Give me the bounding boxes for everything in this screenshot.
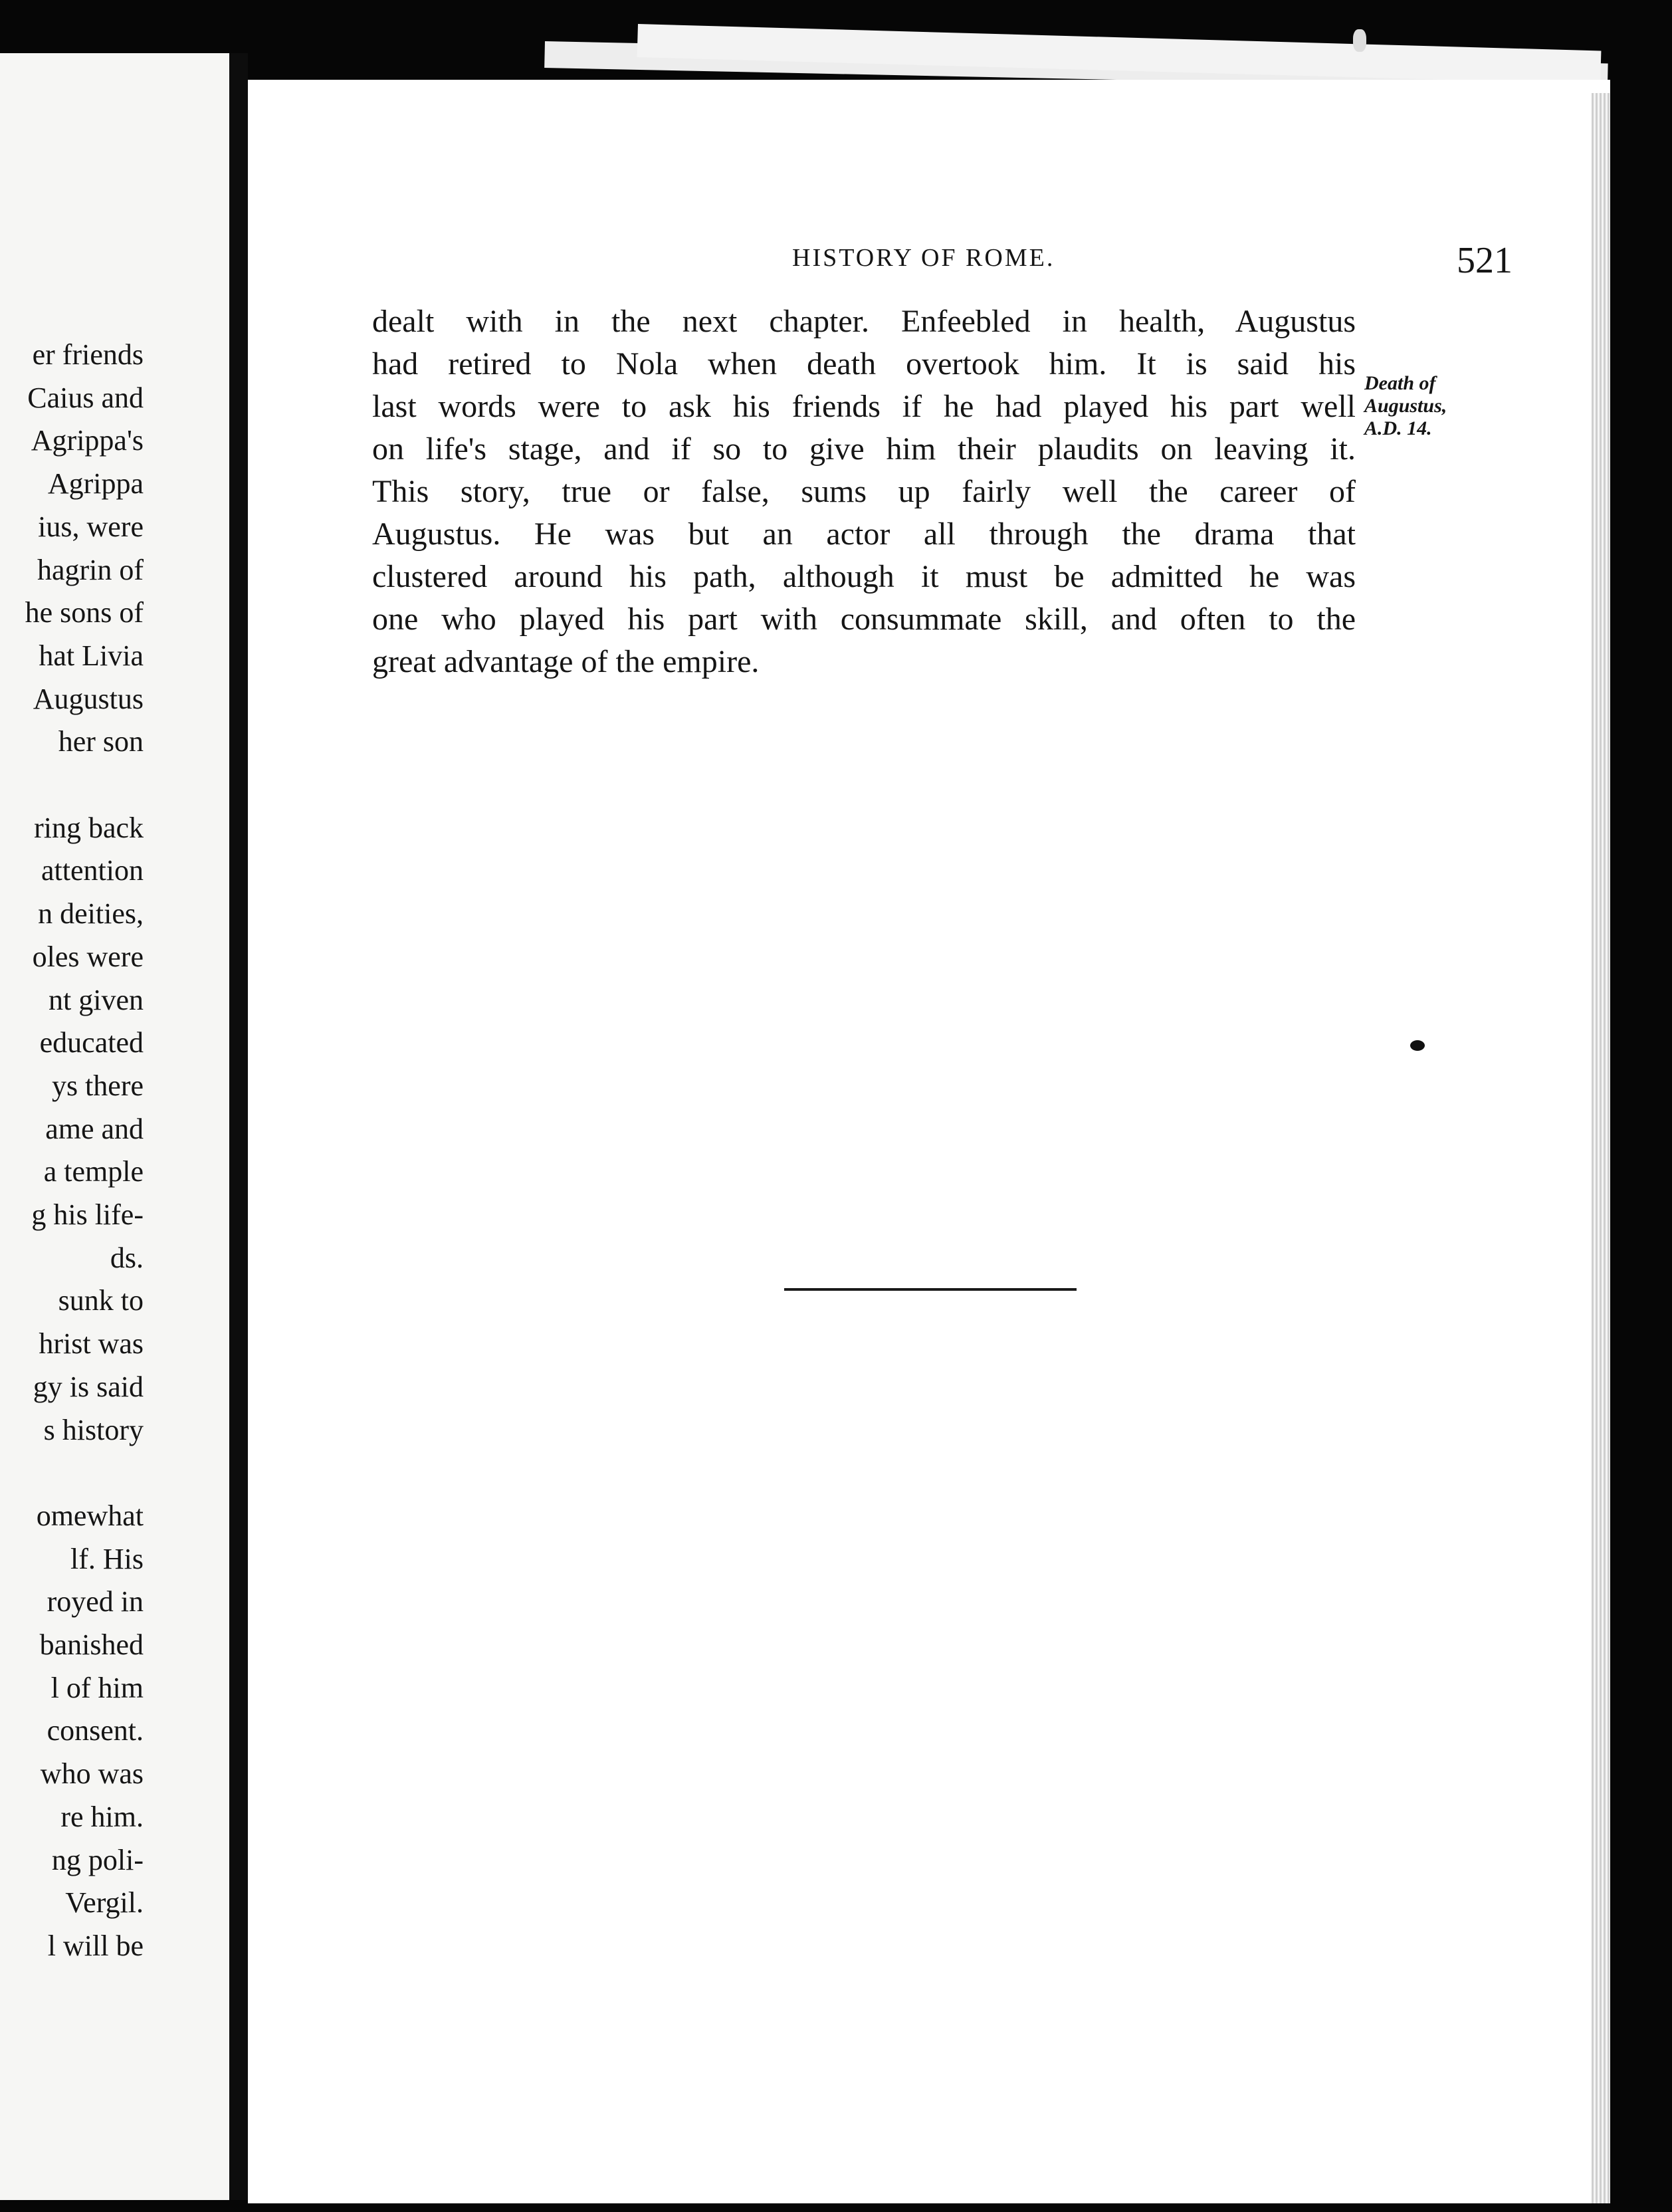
left-page-line: ius, were bbox=[38, 510, 144, 543]
left-page-line: re him. bbox=[60, 1801, 144, 1833]
body-line: great advantage of the empire. bbox=[372, 644, 760, 679]
sidenote-line: A.D. 14. bbox=[1364, 417, 1432, 439]
left-page-line: n deities, bbox=[38, 897, 144, 930]
book-gutter bbox=[229, 53, 248, 2200]
left-page-line: Agrippa's bbox=[31, 424, 144, 457]
left-page-line: Vergil. bbox=[65, 1886, 144, 1919]
scan-speck bbox=[1353, 29, 1366, 52]
left-page-line: banished bbox=[39, 1628, 144, 1661]
left-page-line: who was bbox=[40, 1757, 144, 1790]
left-page-line: educated bbox=[39, 1026, 144, 1059]
left-page-line: ys there bbox=[51, 1069, 144, 1102]
left-page-line: Augustus bbox=[33, 683, 144, 715]
left-page-line: ring back bbox=[34, 812, 144, 844]
body-line: one who played his part with consummate skill, and often to the bbox=[372, 602, 1356, 637]
left-page-line: g his life- bbox=[31, 1198, 144, 1231]
left-page-line: hrist was bbox=[39, 1327, 144, 1360]
left-page-line: he sons of bbox=[25, 596, 144, 629]
body-line: clustered around his path, although it must be admitted he was bbox=[372, 559, 1356, 594]
left-page-line: l will be bbox=[47, 1930, 144, 1962]
left-page-line: oles were bbox=[32, 940, 144, 973]
left-page-line: ame and bbox=[45, 1113, 144, 1145]
left-page-line: a temple bbox=[43, 1155, 144, 1188]
left-page-line: sunk to bbox=[58, 1284, 144, 1317]
left-page-line: er friends bbox=[32, 338, 144, 371]
body-line: last words were to ask his friends if he had played his part well bbox=[372, 389, 1356, 424]
left-page-line: Agrippa bbox=[47, 467, 144, 500]
left-page-line: omewhat bbox=[36, 1499, 144, 1532]
left-page-line: l of him bbox=[51, 1672, 144, 1704]
sidenote-line: Death of bbox=[1364, 372, 1436, 394]
left-page-line: lf. His bbox=[70, 1543, 144, 1575]
page-number: 521 bbox=[1457, 240, 1513, 281]
sidenote-line: Augustus, bbox=[1364, 395, 1447, 417]
body-line: dealt with in the next chapter. Enfeebled in health, Augustus bbox=[372, 304, 1356, 339]
body-line: had retired to Nola when death overtook him. It is said his bbox=[372, 346, 1356, 382]
left-page-line: hagrin of bbox=[37, 554, 144, 586]
left-page-line: ng poli- bbox=[51, 1844, 144, 1876]
section-end-rule bbox=[784, 1288, 1077, 1291]
left-page-line: Caius and bbox=[27, 382, 144, 414]
body-line: Augustus. He was but an actor all through the drama that bbox=[372, 516, 1356, 552]
running-head: HISTORY OF ROME. bbox=[792, 244, 1055, 272]
left-page-line: attention bbox=[41, 854, 144, 887]
left-page-line: nt given bbox=[49, 984, 144, 1016]
left-page-line: gy is said bbox=[33, 1371, 144, 1403]
marginal-sidenote bbox=[1364, 372, 1497, 440]
body-line: on life's stage, and if so to give him their plaudits on leaving it. bbox=[372, 431, 1356, 467]
scan-speck bbox=[1410, 1040, 1425, 1051]
left-page-line: s history bbox=[43, 1414, 144, 1446]
body-paragraph bbox=[372, 300, 1356, 683]
page-fore-edge bbox=[1592, 93, 1610, 2203]
body-line: This story, true or false, sums up fairly well the career of bbox=[372, 474, 1356, 509]
left-page-line: royed in bbox=[47, 1585, 144, 1618]
left-page-line: hat Livia bbox=[39, 639, 144, 672]
left-page-line: consent. bbox=[47, 1714, 144, 1747]
left-page bbox=[0, 53, 229, 2200]
left-page-line: ds. bbox=[110, 1242, 144, 1274]
left-page-line: her son bbox=[58, 725, 144, 758]
